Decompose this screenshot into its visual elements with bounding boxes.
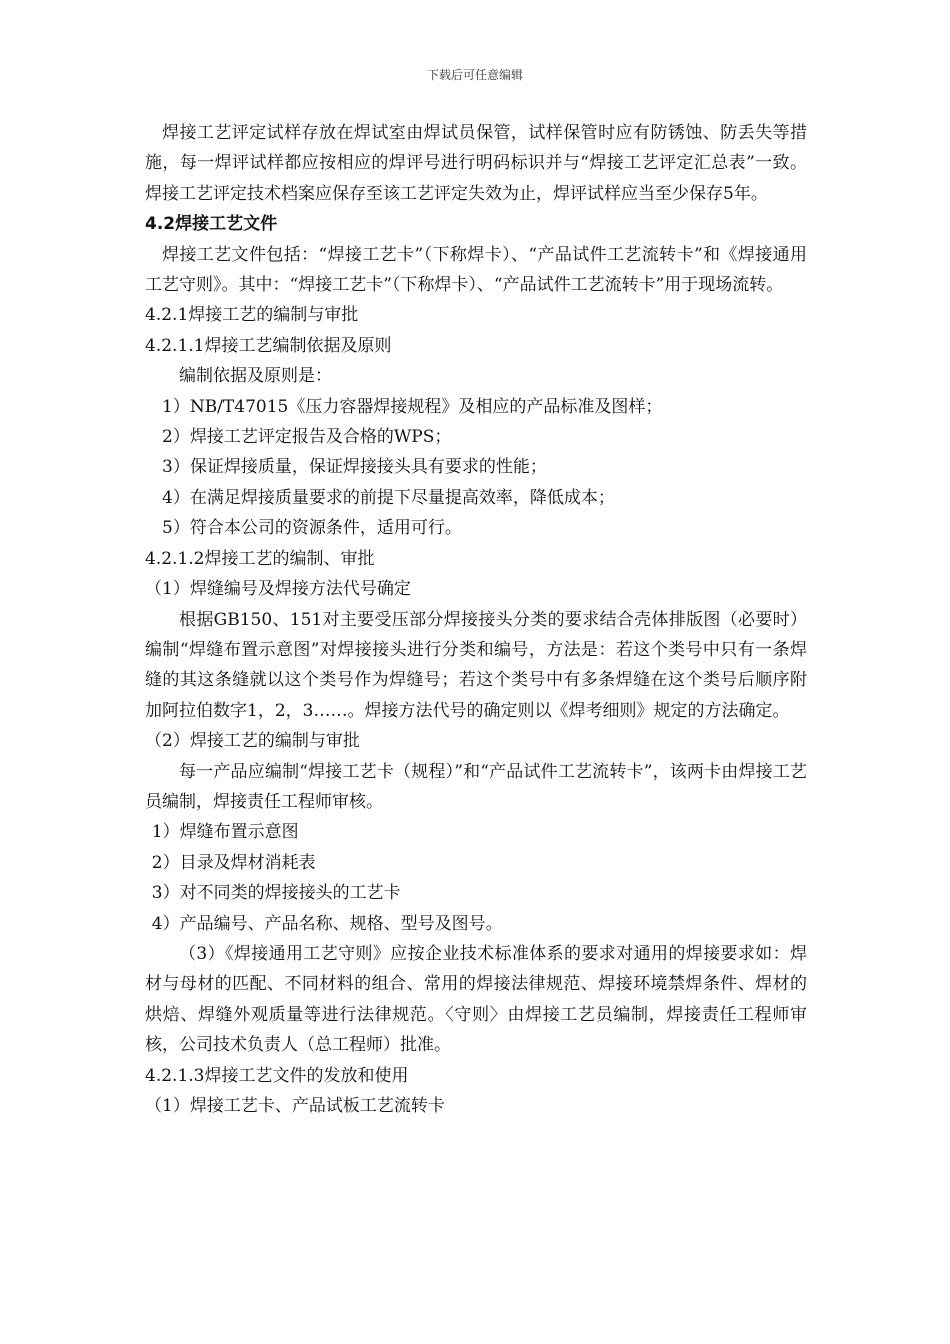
- subsection-heading-4-2-1-2: 4.2.1.2焊接工艺的编制、审批: [145, 548, 375, 569]
- document-body: [145, 118, 807, 1121]
- paragraph-general-rules: （3）《焊接通用工艺守则》应按企业技术标准体系的要求对通用的焊接要求如：焊材与母材的匹配、不同材料的组合、常用的焊接法律规范、焊接环境禁焊条件、焊材的烘焙、焊缝外观质量等进行法律规范。〈守则〉由焊接工艺员编制，焊接责任工程师审核，公司技术负责人（总工程师）批准。: [145, 943, 807, 1056]
- list-item-basis-1: 1）NB/T47015《压力容器焊接规程》及相应的产品标准及图样；: [162, 396, 663, 417]
- subsection-heading-4-2-1-3: 4.2.1.3焊接工艺文件的发放和使用: [145, 1065, 409, 1086]
- paragraph-sample-storage: 焊接工艺评定试样存放在焊试室由焊试员保管，试样保管时应有防锈蚀、防丢失等措施，每一焊评试样都应按相应的焊评号进行明码标识并与“焊接工艺评定汇总表”一致。焊接工艺评定技术档案应保存至该工艺评定失效为止，焊评试样应当至少保存5年。: [145, 123, 807, 204]
- subsection-heading-4-2-1-1: 4.2.1.1焊接工艺编制依据及原则: [145, 335, 392, 356]
- item-heading-compile-approve: （2）焊接工艺的编制与审批: [145, 731, 360, 752]
- list-item-basis-4: 4）在满足焊接质量要求的前提下尽量提高效率，降低成本；: [162, 487, 615, 508]
- list-item-basis-3: 3）保证焊接质量，保证焊接接头具有要求的性能；: [162, 457, 547, 478]
- paragraph-weld-numbering: 根据GB150、151对主要受压部分焊接接头分类的要求结合壳体排版图（必要时）编制“焊缝布置示意图”对焊接接头进行分类和编号，方法是：若这个类号中只有一条焊缝的其这条缝就以这个类号作为焊缝号；若这个类号中有多条焊缝在这个类号后顺序附加阿拉伯数字1，2，3……。焊接方法代号的确定则以《焊考细则》规定的方法确定。: [145, 609, 807, 721]
- paragraph-process-documents: 焊接工艺文件包括：“焊接工艺卡”（下称焊卡）、“产品试件工艺流转卡”和《焊接通用工艺守则》。其中：“焊接工艺卡”（下称焊卡）、“产品试件工艺流转卡”用于现场流转。: [145, 244, 807, 296]
- section-heading-4-2: 4.2焊接工艺文件: [145, 214, 278, 235]
- list-item-card-4: 4）产品编号、产品名称、规格、型号及图号。: [151, 913, 503, 934]
- item-heading-process-card: （1）焊接工艺卡、产品试板工艺流转卡: [145, 1096, 445, 1116]
- list-item-card-1: 1）焊缝布置示意图: [151, 822, 299, 843]
- subsection-heading-4-2-1: 4.2.1焊接工艺的编制与审批: [145, 305, 359, 326]
- paragraph-basis-intro: 编制依据及原则是：: [179, 366, 332, 387]
- item-heading-weld-numbering: （1）焊缝编号及焊接方法代号确定: [145, 579, 411, 600]
- page-header: 下载后可任意编辑: [426, 68, 523, 82]
- list-item-basis-2: 2）焊接工艺评定报告及合格的WPS；: [162, 427, 452, 448]
- list-item-card-3: 3）对不同类的焊接接头的工艺卡: [151, 883, 401, 904]
- list-item-basis-5: 5）符合本公司的资源条件，适用可行。: [162, 518, 462, 539]
- list-item-card-2: 2）目录及焊材消耗表: [151, 852, 316, 873]
- paragraph-compile-approve: 每一产品应编制“焊接工艺卡（规程）”和“产品试件工艺流转卡”，该两卡由焊接工艺员编制，焊接责任工程师审核。: [145, 761, 807, 812]
